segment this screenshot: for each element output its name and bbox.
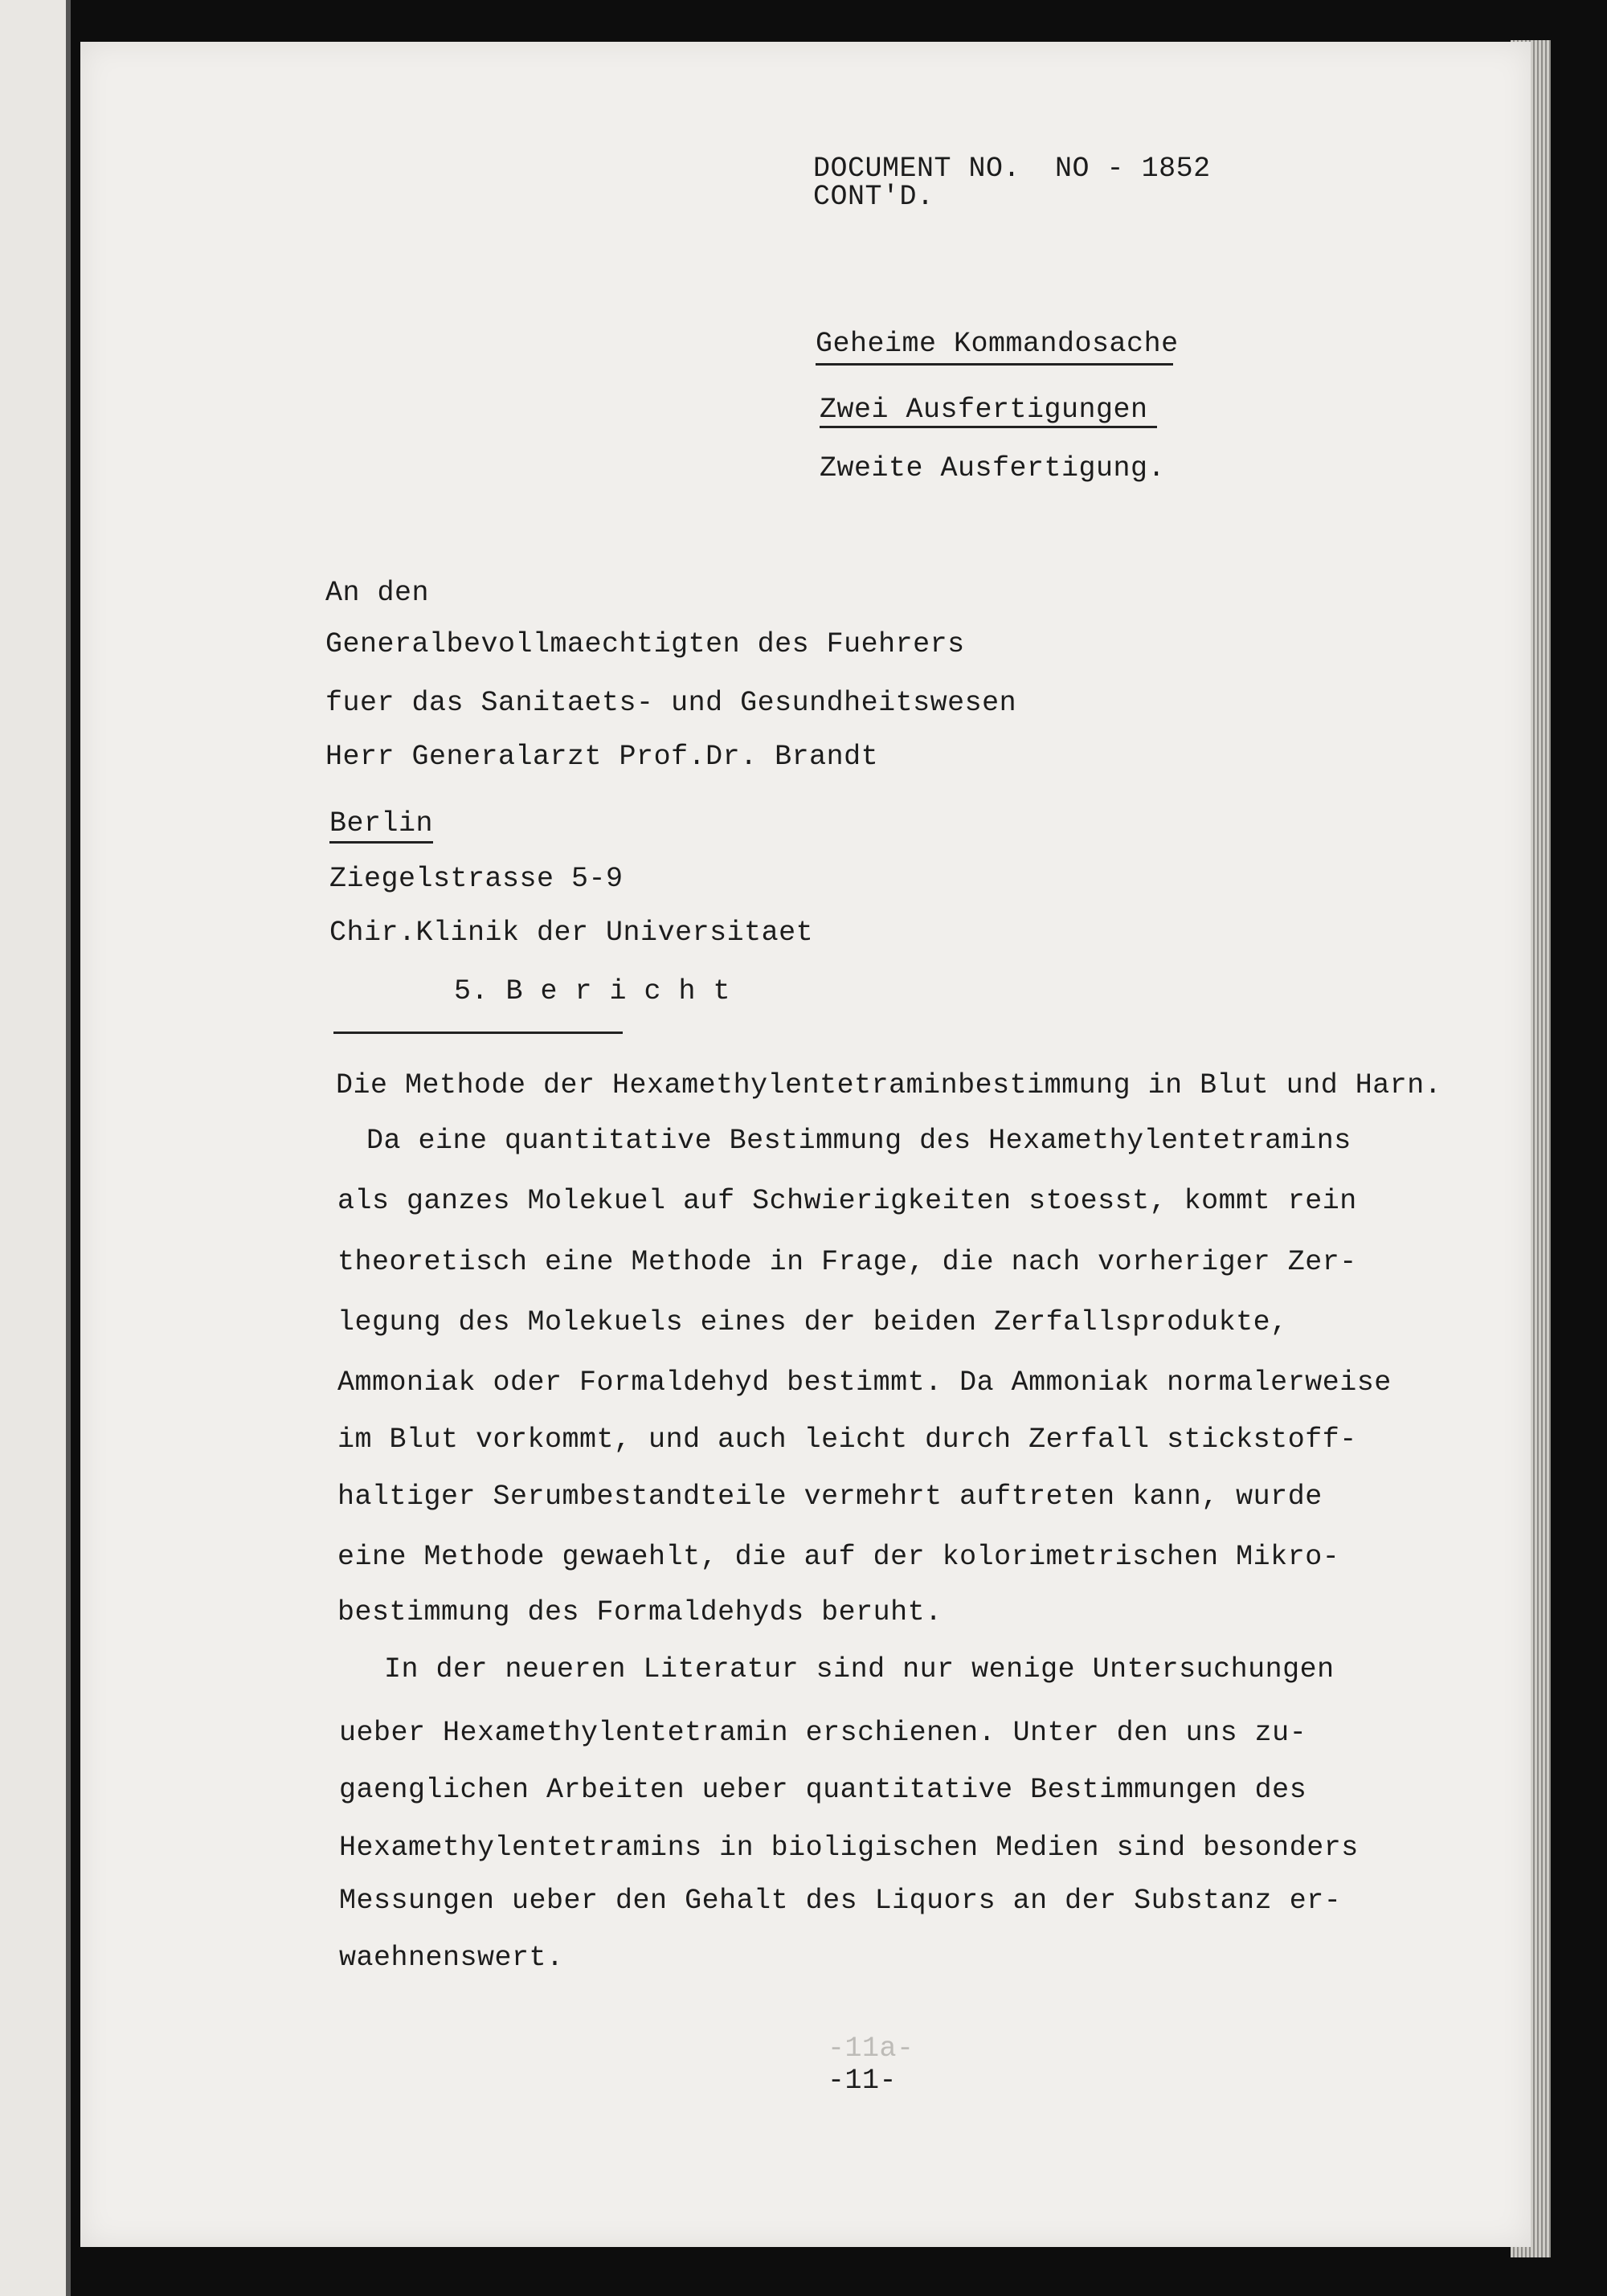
body-line: legung des Molekuels eines der beiden Zerfallsprodukte, <box>337 1306 1288 1338</box>
address-line: fuer das Sanitaets- und Gesundheitswesen <box>325 687 1017 719</box>
document-number: DOCUMENT NO. NO - 1852 <box>813 153 1211 185</box>
underline <box>333 1032 623 1034</box>
body-line: gaenglichen Arbeiten ueber quantitative Bestimmungen des <box>339 1774 1307 1806</box>
underline <box>820 426 1157 428</box>
body-line: Hexamethylentetramins in bioligischen Medien sind besonders <box>339 1832 1359 1864</box>
address-line: Chir.Klinik der Universitaet <box>329 917 814 949</box>
page-number: -11- <box>828 2065 898 2097</box>
continued-label: CONT'D. <box>813 181 934 213</box>
report-title: 5. B e r i c h t <box>454 975 731 1007</box>
previous-page-edge <box>0 0 71 2296</box>
address-city: Berlin <box>329 807 433 844</box>
body-line: haltiger Serumbestandteile vermehrt auftreten kann, wurde <box>337 1481 1323 1513</box>
body-line: theoretisch eine Methode in Frage, die nach vorheriger Zer- <box>337 1246 1357 1278</box>
address-line: Herr Generalarzt Prof.Dr. Brandt <box>325 741 879 773</box>
body-line: Messungen ueber den Gehalt des Liquors an der Substanz er- <box>339 1885 1342 1917</box>
copies-line: Zwei Ausfertigungen <box>820 394 1148 426</box>
underline <box>816 363 1173 366</box>
body-line: als ganzes Molekuel auf Schwierigkeiten stoesst, kommt rein <box>337 1185 1357 1217</box>
classification-line: Geheime Kommandosache <box>816 328 1179 360</box>
body-line: eine Methode gewaehlt, die auf der kolorimetrischen Mikro- <box>337 1541 1340 1573</box>
body-line: bestimmung des Formaldehyds beruht. <box>337 1596 943 1628</box>
address-line: Ziegelstrasse 5-9 <box>329 863 624 895</box>
address-line: Generalbevollmaechtigten des Fuehrers <box>325 628 965 660</box>
body-line: Ammoniak oder Formaldehyd bestimmt. Da Ammoniak normalerweise <box>337 1367 1392 1399</box>
body-heading: Die Methode der Hexamethylentetraminbestimmung in Blut und Harn. <box>336 1069 1442 1101</box>
body-line: im Blut vorkommt, und auch leicht durch Zerfall stickstoff- <box>337 1424 1357 1456</box>
ghost-page-number: -11a- <box>828 2032 914 2065</box>
body-line: ueber Hexamethylentetramin erschienen. Unter den uns zu- <box>339 1717 1307 1749</box>
body-line: Da eine quantitative Bestimmung des Hexamethylentetramins <box>366 1125 1351 1157</box>
body-line: In der neueren Literatur sind nur wenige Untersuchungen <box>384 1653 1335 1685</box>
address-line: An den <box>325 577 430 609</box>
body-line: waehnenswert. <box>339 1942 564 1974</box>
copy-number-line: Zweite Ausfertigung. <box>820 452 1166 484</box>
